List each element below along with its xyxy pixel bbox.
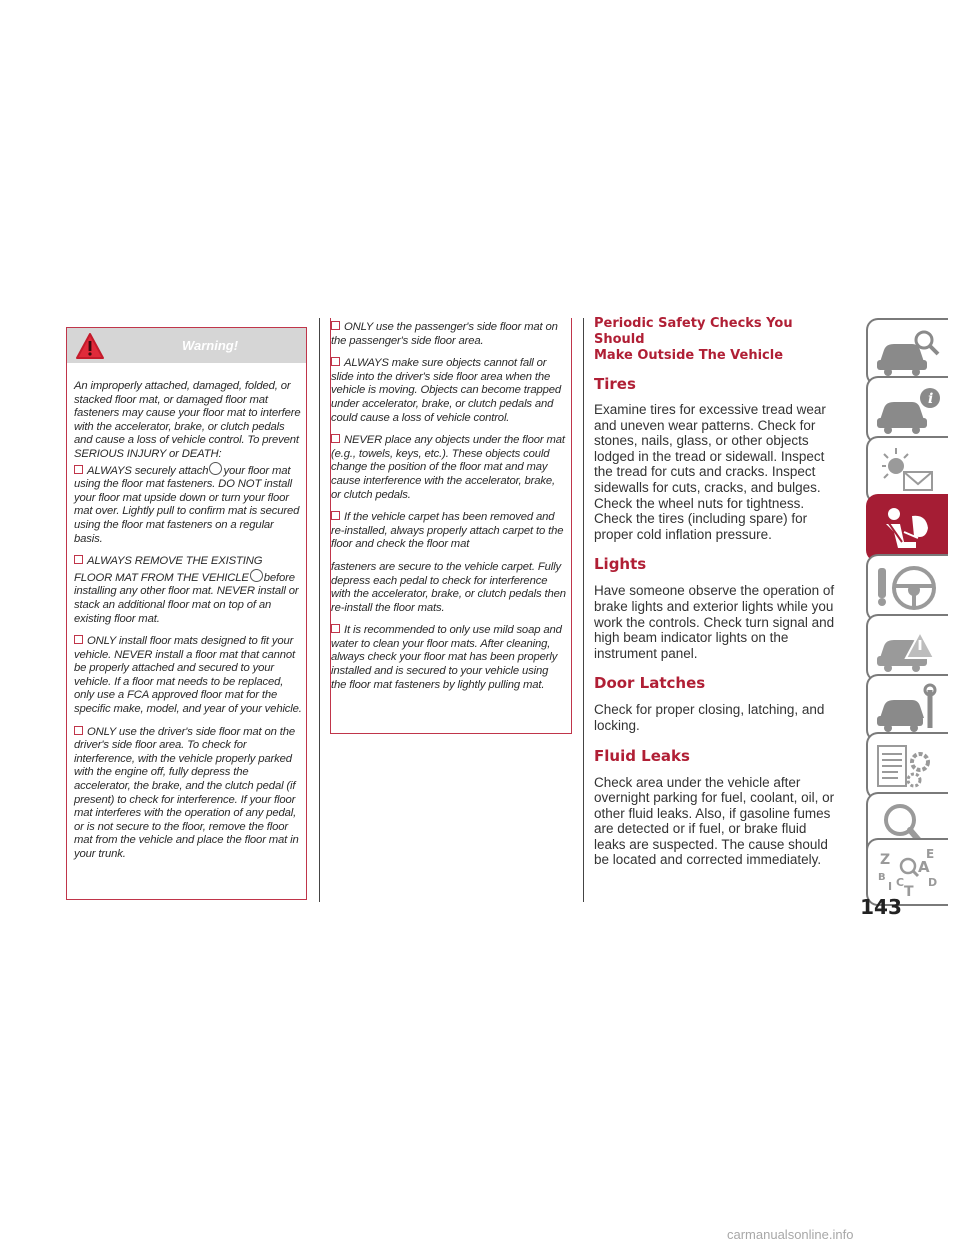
floor-mat-remove-icon <box>250 569 263 582</box>
svg-text:B: B <box>878 872 886 883</box>
page-number: 143 <box>860 895 902 919</box>
warning-continued-body <box>331 321 566 701</box>
tab-safety[interactable] <box>866 494 948 562</box>
door-latches-heading: Door Latches <box>594 674 706 693</box>
warning-item-1: ALWAYS securely attach your floor mat using the floor mat fasteners. DO NOT install your floor mat upside down or turn your floor mat over. Lightly pull to confirm mat is secured using the floor mat fasteners on a regular basis. <box>74 462 303 547</box>
warning-title: Warning! <box>181 338 239 353</box>
floor-mat-fastener-icon <box>209 462 222 475</box>
warning-item-9: It is recommended to only use mild soap and water to clean your floor mats. After cleaning, always check your floor mat has been properly installed and is secured to your vehicle using the floor mat fasteners by lightly pulling mat. <box>331 624 562 691</box>
warning-item-8-cont: fasteners are secure to the vehicle carpet. Fully depress each pedal to check for interference with the accelerator, brake, or clutch pedals then re-install the floor mats. <box>331 560 566 614</box>
car-search-icon <box>874 326 944 380</box>
warning-item-4: ONLY use the driver's side floor mat on the driver's side floor area. To check for interference, with the vehicle properly parked with the engine off, fully depress the accelerator, the brake, and the clutch pedal (if present) to check for interference. If your floor mat interferes with the operation of any pedal, or is not secure to the floor, remove the floor mat from the vehicle and place the floor mat in your trunk. <box>74 725 299 860</box>
svg-text:T: T <box>904 884 914 900</box>
checkbox-bullet-icon <box>331 357 340 366</box>
tires-heading: Tires <box>594 375 636 393</box>
lights-heading: Lights <box>594 555 647 574</box>
warning-box-continued <box>330 318 572 734</box>
alphabetical-index-icon <box>874 846 944 900</box>
footer-watermark: carmanualsonline.info <box>727 1227 854 1242</box>
warning-item-3: ONLY install floor mats designed to fit your vehicle. NEVER install a floor mat that cannot be properly attached and secured to your vehicle. If a floor mat needs to be replaced, only use a FCA approved floor mat for the specific make, model, and year of your vehicle. <box>74 635 302 716</box>
checkbox-bullet-icon <box>74 465 83 474</box>
section-title-line-1: Periodic Safety Checks You Should <box>594 316 793 347</box>
specifications-gear-icon <box>874 740 944 794</box>
tab-technical-specifications[interactable] <box>866 732 948 800</box>
warning-intro: An improperly attached, damaged, folded, or stacked floor mat, or damaged floor mat fasteners may cause your floor mat to interfere with the accelerator, brake, or clutch pedals and cause a loss of vehicle control. To prevent SERIOUS INJURY or DEATH: <box>74 380 301 460</box>
warning-body <box>74 380 303 871</box>
warning-lights-icon <box>874 444 944 498</box>
checkbox-bullet-icon <box>74 726 83 735</box>
warning-item-6: ALWAYS make sure objects cannot fall or slide into the driver's side floor area when the vehicle is moving. Objects can become trapped under accelerator, brake, or clutch pedals and could cause a loss of vehicle control. <box>331 357 561 424</box>
tab-starting-operating[interactable] <box>866 554 948 622</box>
steering-wheel-icon <box>874 562 944 616</box>
tab-instrument-panel[interactable] <box>866 376 948 444</box>
fluid-leaks-heading: Fluid Leaks <box>594 746 690 765</box>
safety-checks-column <box>594 316 840 868</box>
svg-text:E: E <box>926 847 935 861</box>
car-wrench-icon <box>874 682 944 736</box>
fluid-leaks-text: Check area under the vehicle after overnight parking for fuel, coolant, oil, or other fluid leaks. Also, if gasoline fumes are detected or if fuel, or brake fluid leaks are suspected. The cause should be located and corrected immediately. <box>594 774 835 868</box>
door-latches-text: Check for proper closing, latching, and locking. <box>594 702 825 733</box>
car-emergency-icon <box>874 622 944 676</box>
warning-box <box>66 327 307 900</box>
warning-header <box>67 328 306 363</box>
checkbox-bullet-icon <box>74 555 83 564</box>
warning-item-7: NEVER place any objects under the floor mat (e.g., towels, keys, etc.). These objects could change the position of the floor mat and may cause interference with the accelerator, brake, or clutch pedals. <box>331 434 565 501</box>
tab-in-case-of-emergency[interactable] <box>866 614 948 682</box>
svg-text:Z: Z <box>880 852 891 868</box>
column-divider <box>583 318 584 902</box>
svg-text:C: C <box>896 876 905 889</box>
svg-text:i: i <box>928 391 934 407</box>
section-title-line-2: Make Outside The Vehicle <box>594 348 784 363</box>
seatbelt-airbag-icon <box>874 502 944 556</box>
warning-triangle-icon <box>75 332 105 360</box>
checkbox-bullet-icon <box>331 434 340 443</box>
column-divider <box>319 318 320 902</box>
checkbox-bullet-icon <box>74 635 83 644</box>
warning-item-5: ONLY use the passenger's side floor mat on the passenger's side floor area. <box>331 321 558 347</box>
lights-text: Have someone observe the operation of brake lights and exterior lights while you work the controls. Check turn signal and high beam indicator lights on the instrument panel. <box>594 583 835 661</box>
svg-text:A: A <box>918 858 930 876</box>
tires-text: Examine tires for excessive tread wear and uneven wear patterns. Check for stones, nails, glass, or other objects lodged in the tread or sidewall. Inspect the tread for cuts and cracks. Inspect sidewalls for cuts, cracks, and bulges. Check the wheel nuts for tightness. Check the tires (including spare) for proper cold inflation pressure. <box>594 402 826 542</box>
car-info-icon <box>874 384 944 438</box>
svg-text:D: D <box>928 876 938 889</box>
svg-text:I: I <box>888 880 893 893</box>
warning-item-8: If the vehicle carpet has been removed and re-installed, always properly attach carpet to the floor and check the floor mat <box>331 511 564 551</box>
checkbox-bullet-icon <box>331 511 340 520</box>
checkbox-bullet-icon <box>331 321 340 330</box>
checkbox-bullet-icon <box>331 624 340 633</box>
warning-item-2: ALWAYS REMOVE THE EXISTING FLOOR MAT FROM THE VEHICLE before installing any other floor mat. NEVER install or stack an additional floor mat on top of an existing floor mat. <box>74 555 299 625</box>
